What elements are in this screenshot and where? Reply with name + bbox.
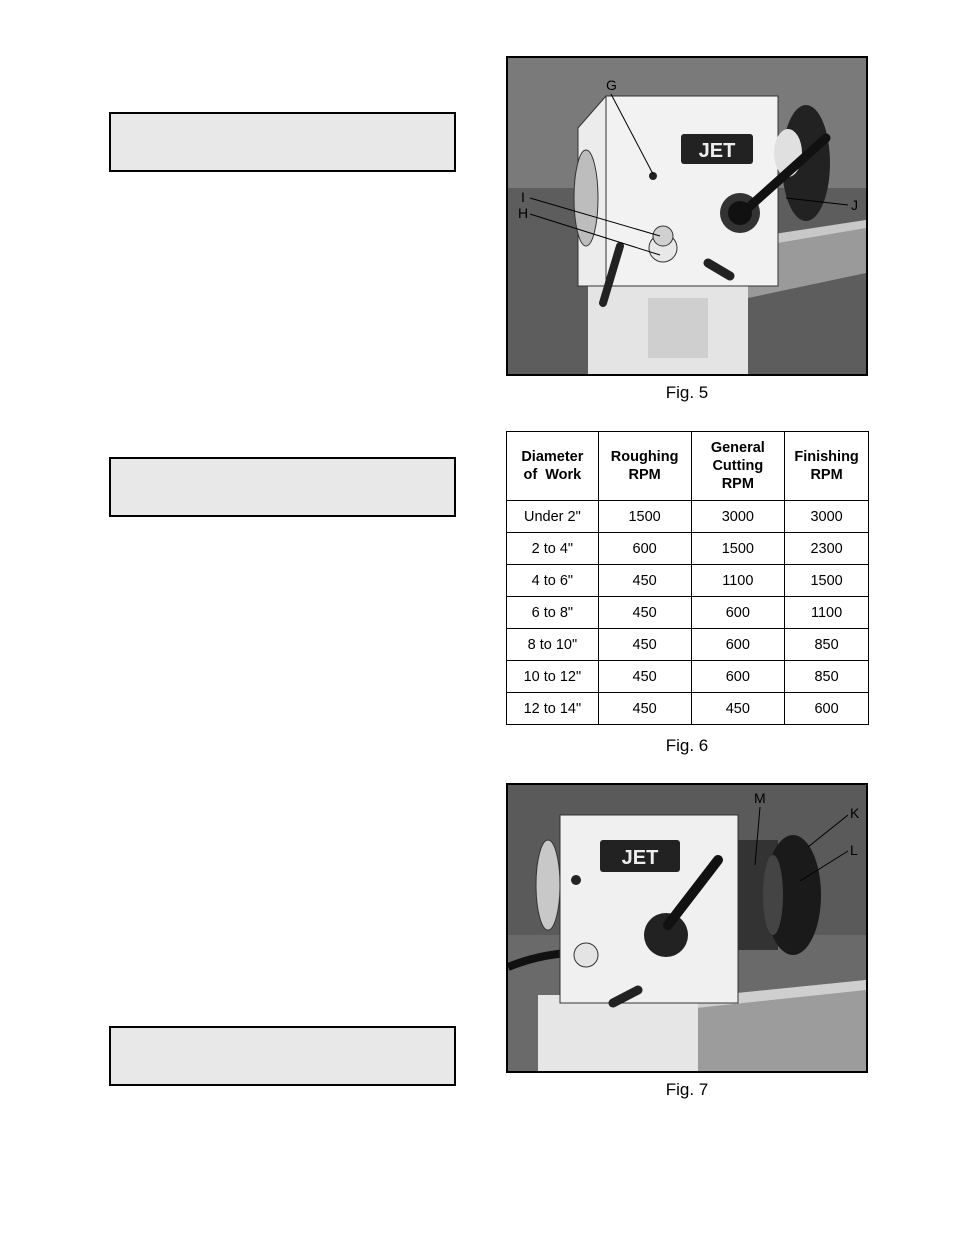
- callout-m: M: [754, 790, 766, 806]
- fig5-photo: [506, 56, 868, 376]
- fig7-photo: [506, 783, 868, 1073]
- header-finishing: Finishing RPM: [785, 432, 869, 501]
- cell-general: 600: [691, 629, 785, 661]
- callout-i: I: [521, 189, 525, 205]
- table-row: [507, 501, 869, 533]
- cell-diameter: 10 to 12": [507, 661, 599, 693]
- table-row: [507, 661, 869, 693]
- cell-finishing: 850: [785, 629, 869, 661]
- fig7-caption: Fig. 7: [665, 1080, 709, 1099]
- cell-finishing: 1100: [785, 597, 869, 629]
- callout-j: J: [851, 197, 858, 213]
- header-roughing: Roughing RPM: [598, 432, 691, 501]
- table-row: [507, 693, 869, 725]
- cell-diameter: 12 to 14": [507, 693, 599, 725]
- cell-general: 3000: [691, 501, 785, 533]
- cell-roughing: 1500: [598, 501, 691, 533]
- notice-box-1: [109, 112, 456, 172]
- table-row: [507, 533, 869, 565]
- cell-general: 600: [691, 661, 785, 693]
- cell-roughing: 450: [598, 597, 691, 629]
- callout-k: K: [850, 805, 860, 821]
- cell-finishing: 1500: [785, 565, 869, 597]
- cell-diameter: 2 to 4": [507, 533, 599, 565]
- fig5-logo: JET: [698, 140, 736, 162]
- fig7-logo: JET: [621, 847, 659, 869]
- callout-l: L: [850, 842, 858, 858]
- callout-h: H: [518, 205, 529, 221]
- cell-finishing: 3000: [785, 501, 869, 533]
- cell-finishing: 2300: [785, 533, 869, 565]
- lathe-side-illustration: [508, 785, 866, 1071]
- notice-box-2: [109, 457, 456, 517]
- fig5-caption: Fig. 5: [665, 383, 709, 402]
- cell-general: 450: [691, 693, 785, 725]
- table-row: [507, 565, 869, 597]
- header-general: General Cutting RPM: [691, 432, 785, 501]
- cell-finishing: 600: [785, 693, 869, 725]
- cell-roughing: 450: [598, 693, 691, 725]
- fig6-caption: Fig. 6: [665, 736, 709, 755]
- cell-roughing: 450: [598, 565, 691, 597]
- table-row: [507, 629, 869, 661]
- header-diameter: Diameter of Work: [507, 432, 599, 501]
- table-row: [507, 597, 869, 629]
- cell-diameter: 6 to 8": [507, 597, 599, 629]
- cell-roughing: 450: [598, 661, 691, 693]
- lathe-headstock-illustration: [508, 58, 866, 374]
- cell-roughing: 600: [598, 533, 691, 565]
- notice-box-3: [109, 1026, 456, 1086]
- rpm-table: [506, 431, 869, 725]
- cell-diameter: 8 to 10": [507, 629, 599, 661]
- cell-general: 1100: [691, 565, 785, 597]
- rpm-table-header-row: [507, 432, 869, 501]
- cell-general: 1500: [691, 533, 785, 565]
- callout-g: G: [606, 77, 617, 93]
- cell-finishing: 850: [785, 661, 869, 693]
- cell-general: 600: [691, 597, 785, 629]
- cell-diameter: 4 to 6": [507, 565, 599, 597]
- cell-diameter: Under 2": [507, 501, 599, 533]
- cell-roughing: 450: [598, 629, 691, 661]
